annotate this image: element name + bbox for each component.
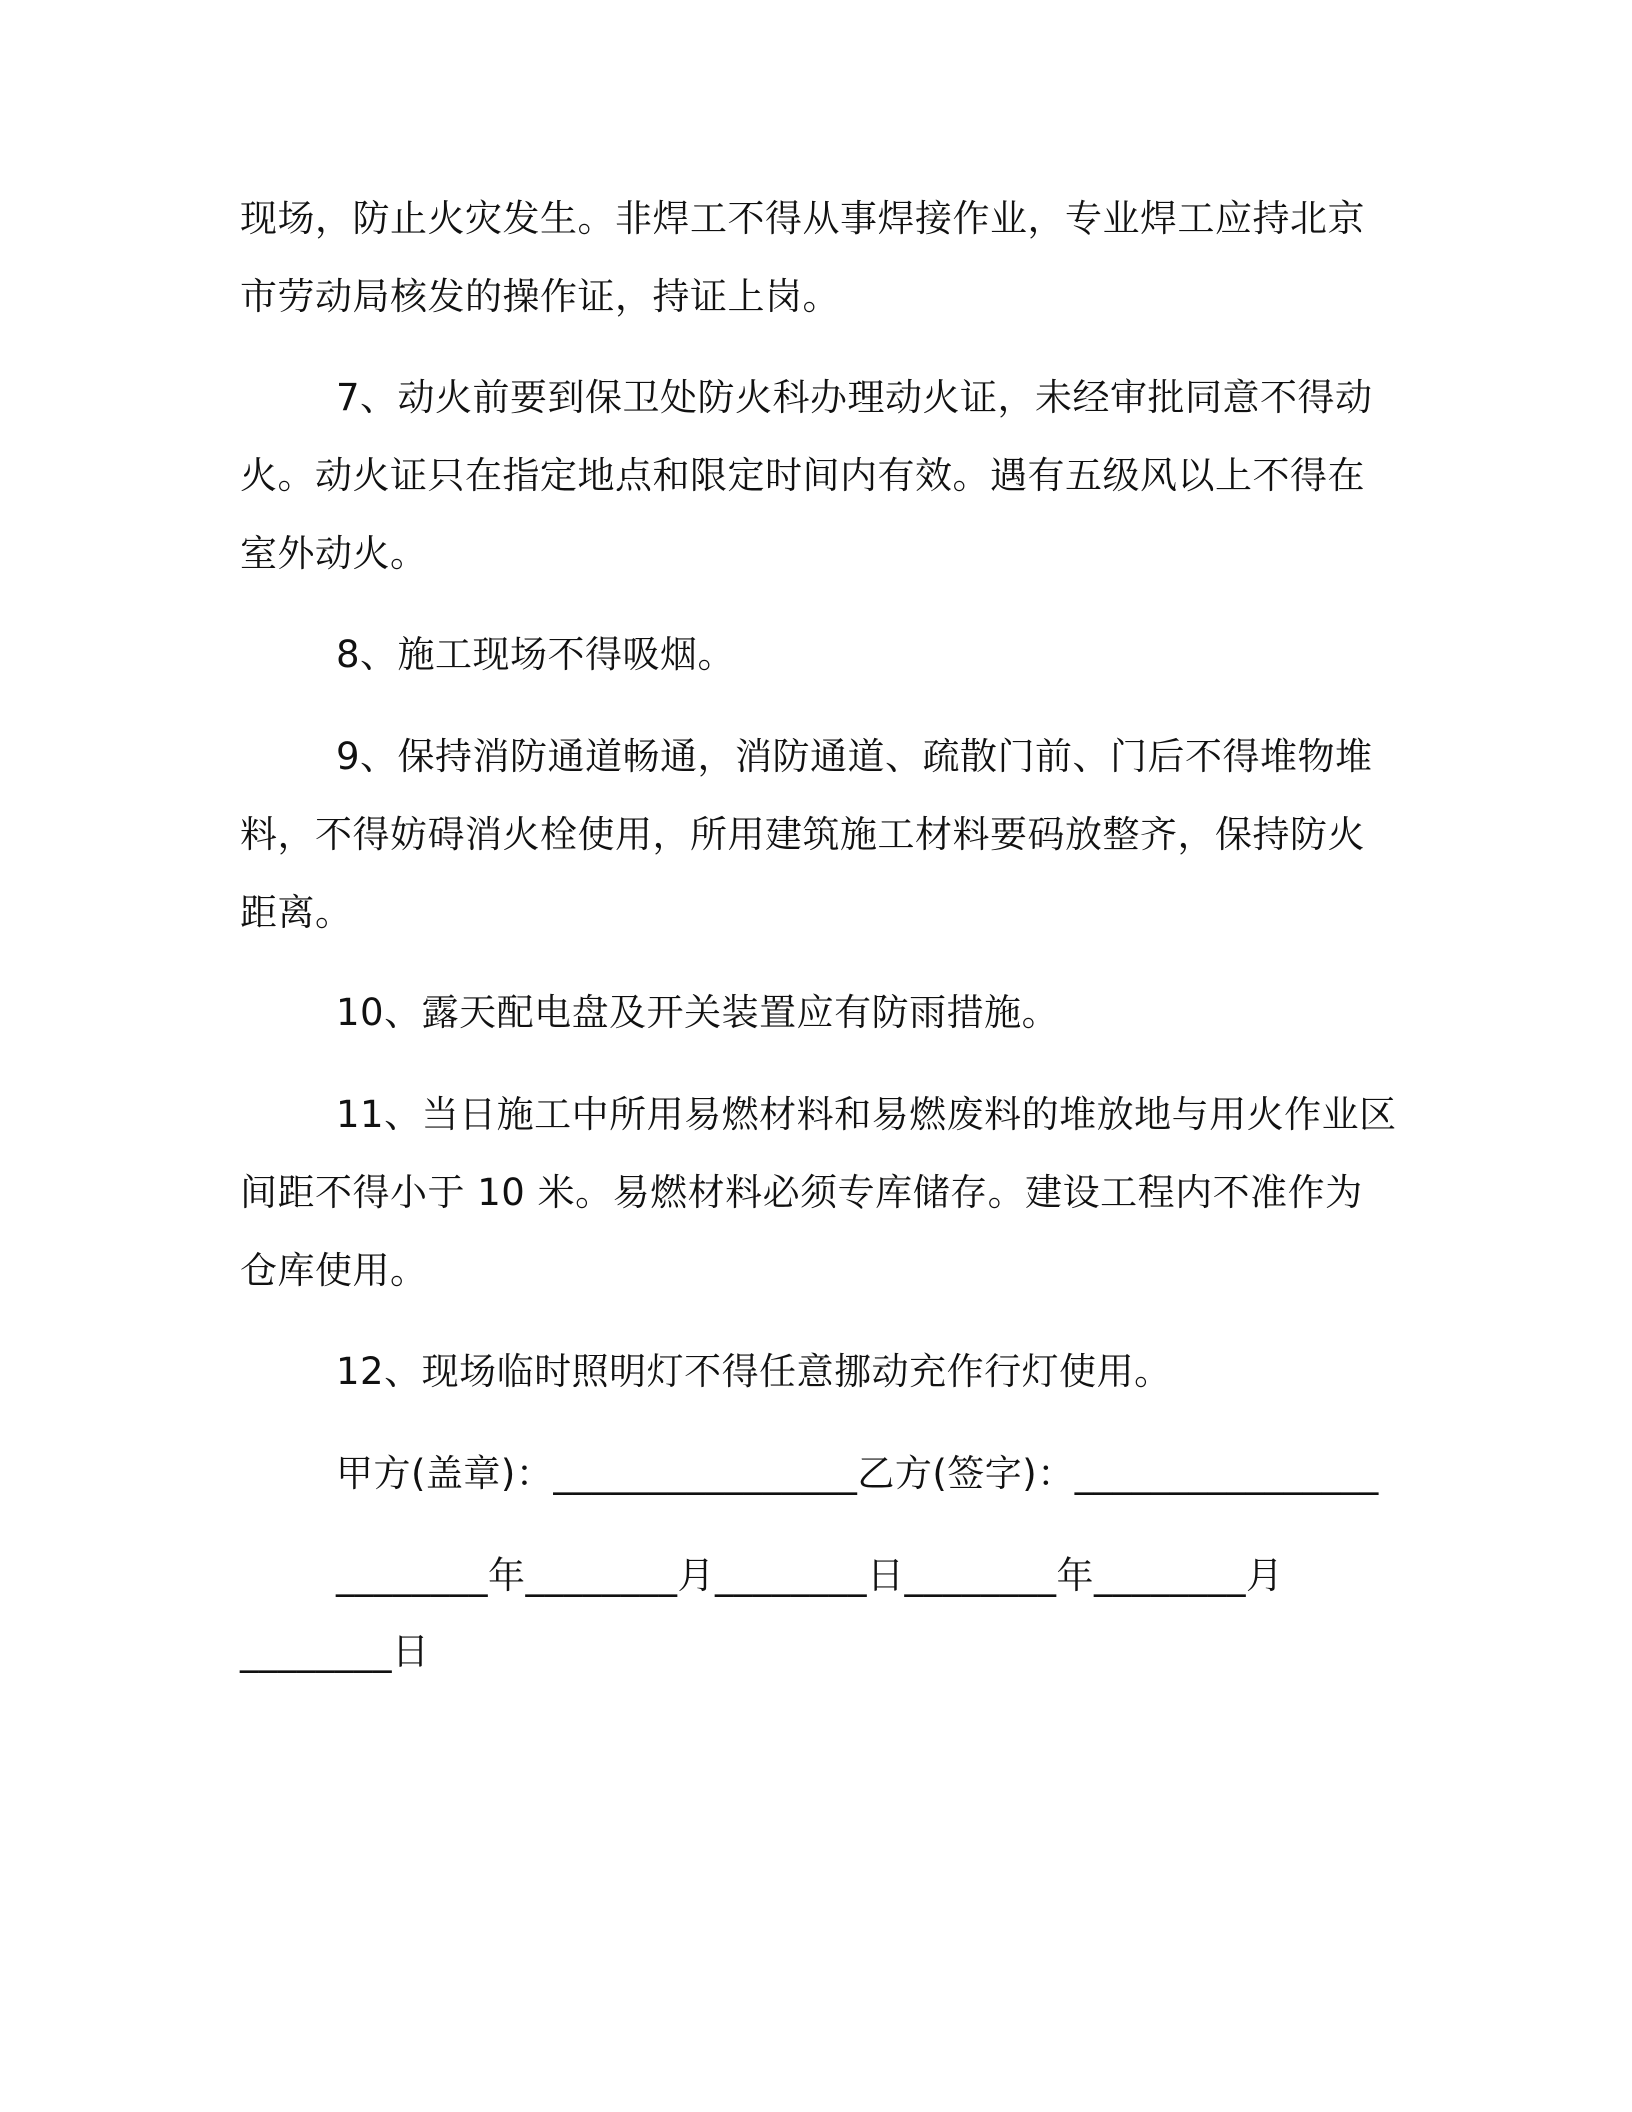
paragraph-continuation: 现场，防止火灾发生。非焊工不得从事焊接作业，专业焊工应持北京市劳动局核发的操作证，持证上岗。 [240, 197, 1365, 318]
paragraph-item-7: 7、动火前要到保卫处防火科办理动火证，未经审批同意不得动火。动火证只在指定地点和限定时间内有效。遇有五级风以上不得在室外动火。 [240, 376, 1373, 575]
paragraph-item-12: 12、现场临时照明灯不得任意挪动充作行灯使用。 [336, 1350, 1172, 1393]
date-line: ________年________月________日________年________月 [336, 1554, 1284, 1597]
paragraph-item-9: 9、保持消防通道畅通，消防通道、疏散门前、门后不得堆物堆料，不得妨碍消火栓使用，所用建筑施工材料要码放整齐，保持防火距离。 [240, 735, 1373, 934]
signature-line: 甲方(盖章)：________________乙方(签字)：________________ [336, 1452, 1379, 1495]
paragraph-item-11: 11、当日施工中所用易燃材料和易燃废料的堆放地与用火作业区间距不得小于 10 米。易燃材料必须专库储存。建设工程内不准作为仓库使用。 [240, 1093, 1397, 1292]
paragraph-item-8: 8、施工现场不得吸烟。 [336, 633, 736, 676]
date-line-continuation: ________日 [240, 1630, 430, 1673]
paragraph-item-10: 10、露天配电盘及开关装置应有防雨措施。 [336, 991, 1060, 1034]
